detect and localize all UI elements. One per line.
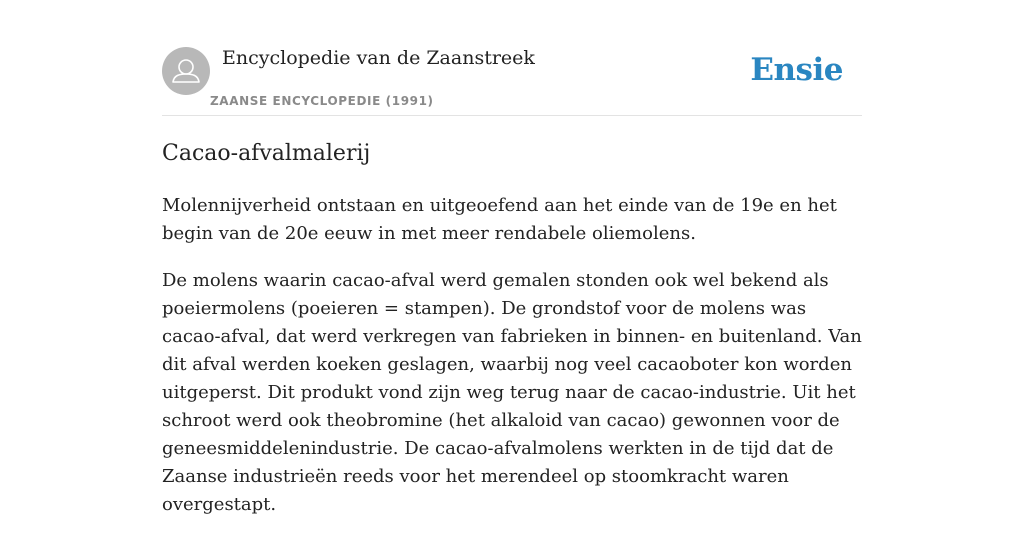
- avatar[interactable]: [162, 47, 210, 95]
- source-title[interactable]: Encyclopedie van de Zaanstreek: [222, 47, 535, 69]
- brand-logo[interactable]: Ensie: [750, 52, 843, 88]
- article-paragraph: De molens waarin cacao-afval werd gemalen stonden ook wel bekend als poeiermolens (poeieren = stampen). De grondstof voor de molens was cacao-afval, dat werd verkregen van fabrieken in binnen- en buitenland. Van dit afval werden koeken geslagen, waarbij nog veel cacaoboter kon worden uitgeperst. Dit produkt vond zijn weg terug naar de cacao-industrie. Uit het schroot werd ook theobromine (het alkaloid van cacao) gewonnen voor de geneesmiddelenindustrie. De cacao-afvalmolens werkten in de tijd dat de Zaanse industrieën reeds voor het merendeel op stoomkracht waren overgestapt.: [162, 270, 862, 515]
- user-icon: [162, 47, 210, 95]
- header-divider: [162, 115, 862, 116]
- article-paragraph: Molennijverheid ontstaan en uitgeoefend aan het einde van de 19e en het begin van de 20e eeuw in met meer rendabele oliemolens.: [162, 195, 837, 244]
- article-body: [162, 192, 862, 538]
- article-title: Cacao-afvalmalerij: [162, 141, 371, 166]
- source-subtitle: ZAANSE ENCYCLOPEDIE (1991): [210, 94, 434, 108]
